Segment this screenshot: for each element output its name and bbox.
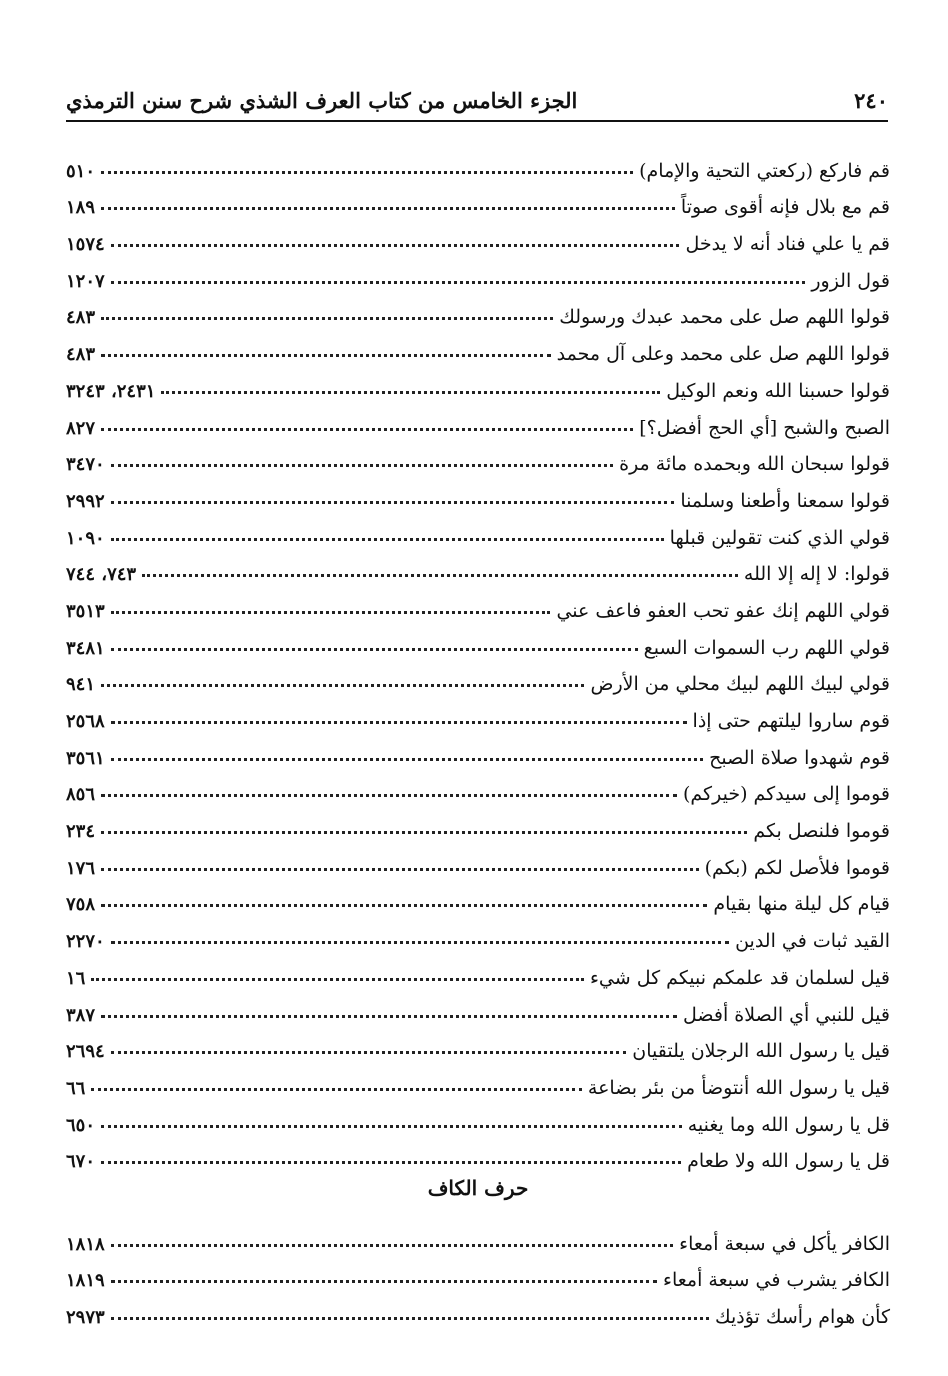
entry-text: القيد ثبات في الدين (735, 930, 890, 953)
entry-text: قيل لسلمان قد علمكم نبيكم كل شيء (589, 966, 890, 989)
entry-reference: ١٨٩ (66, 197, 96, 219)
dot-leader (101, 794, 677, 797)
index-entry (66, 439, 890, 476)
index-entry (66, 842, 890, 879)
entry-text: قم فاركع (ركعتي التحية والإمام) (639, 159, 890, 182)
dot-leader (111, 611, 551, 614)
entry-reference: ٢٩٧٣ (66, 1307, 105, 1329)
dot-leader (111, 648, 638, 651)
dot-leader (101, 317, 553, 320)
dot-leader (111, 721, 687, 724)
index-entry (66, 1136, 890, 1173)
index-entry (66, 145, 890, 182)
index-entry (66, 769, 890, 806)
entry-reference: ٤٨٣ (66, 307, 96, 329)
entry-reference: ٢٦٩٤ (66, 1041, 105, 1063)
entry-reference: ٣٥٦١ (66, 747, 105, 769)
dot-leader (111, 464, 613, 467)
entry-text: قولوا اللهم صل على محمد وعلى آل محمد (556, 343, 890, 366)
dot-leader (161, 391, 660, 394)
index-entry (66, 732, 890, 769)
index-entry (66, 1291, 890, 1328)
entry-text: كأن هوام رأسك تؤذيك (714, 1306, 890, 1329)
entry-text: قيل للنبي أي الصلاة أفضل (683, 1003, 890, 1026)
dot-leader (111, 758, 703, 761)
entry-reference: ٣٤٧٠ (66, 454, 105, 476)
dot-leader (142, 574, 738, 577)
dot-leader (101, 1125, 682, 1128)
dot-leader (101, 684, 584, 687)
index-entry (66, 475, 890, 512)
page-number: ٢٤٠ (854, 87, 888, 113)
dot-leader (101, 207, 675, 210)
entry-text: قم يا علي فناد أنه لا يدخل (685, 233, 890, 256)
index-entry (66, 292, 890, 329)
index-entry (66, 622, 890, 659)
entry-text: قولوا حسبنا الله ونعم الوكيل (666, 379, 890, 402)
entry-reference: ٦٥٠ (66, 1114, 96, 1136)
index-entry (66, 365, 890, 402)
dot-leader (111, 244, 680, 247)
running-title: الجزء الخامس من كتاب العرف الشذي شرح سنن الترمذي (66, 87, 578, 113)
dot-leader (111, 281, 806, 284)
entry-reference: ٤٨٣ (66, 344, 96, 366)
entry-reference: ٣٥١٣ (66, 600, 105, 622)
entry-reference: ١٧٦ (66, 857, 96, 879)
entry-reference: ٧٥٨ (66, 894, 96, 916)
dot-leader (101, 868, 699, 871)
entry-text: قل يا رسول الله ولا طعام (687, 1150, 890, 1173)
dot-leader (101, 171, 633, 174)
dot-leader (111, 1244, 673, 1247)
dot-leader (101, 1161, 681, 1164)
page-header (66, 80, 888, 122)
index-entry (66, 915, 890, 952)
index-entry (66, 1026, 890, 1063)
dot-leader (111, 1317, 709, 1320)
entry-reference: ١٦ (66, 967, 86, 989)
entry-reference: ١٥٧٤ (66, 234, 105, 256)
dot-leader (111, 538, 664, 541)
index-entry (66, 182, 890, 219)
entry-reference: ٢٣٤ (66, 821, 96, 843)
entry-text: قولي الذي كنت تقولين قبلها (669, 526, 890, 549)
entry-text: قم مع بلال فإنه أقوى صوتاً (680, 196, 890, 219)
index-entry (66, 879, 890, 916)
dot-leader (111, 941, 729, 944)
entry-reference: ٢٢٧٠ (66, 931, 105, 953)
index-list (66, 145, 890, 1172)
entry-text: قيل يا رسول الله الرجلان يلتقيان (632, 1040, 890, 1063)
entry-reference: ٣٤٨١ (66, 637, 105, 659)
dot-leader (101, 354, 551, 357)
dot-leader (111, 501, 675, 504)
entry-text: قوم ساروا ليلتهم حتى إذا (692, 710, 890, 732)
index-entry (66, 695, 890, 732)
index-entry (66, 1099, 890, 1136)
entry-text: الصبح والشبح [أي الحج أفضل؟] (639, 416, 890, 439)
dot-leader (111, 1051, 627, 1054)
dot-leader (101, 428, 633, 431)
entry-reference: ٦٧٠ (66, 1151, 96, 1173)
entry-reference: ١٨١٩ (66, 1270, 105, 1292)
entry-text: الكافر يأكل في سبعة أمعاء (679, 1232, 890, 1255)
entry-text: قوموا فلنصل بكم (753, 820, 890, 843)
index-entry (66, 1218, 890, 1255)
index-entry (66, 255, 890, 292)
entry-reference: ٢٤٣١، ٣٢٤٣ (66, 380, 156, 402)
dot-leader (91, 978, 584, 981)
entry-reference: ٩٤١ (66, 674, 96, 696)
index-entry (66, 952, 890, 989)
entry-text: قوموا إلى سيدكم (خيركم) (683, 783, 890, 806)
entry-reference: ٣٨٧ (66, 1004, 96, 1026)
entry-reference: ٧٤٣، ٧٤٤ (66, 564, 137, 586)
entry-reference: ١٢٠٧ (66, 270, 105, 292)
index-entry (66, 1255, 890, 1292)
entry-reference: ٢٩٩٢ (66, 490, 105, 512)
index-entry (66, 989, 890, 1026)
entry-text: قولوا سمعنا وأطعنا وسلمنا (680, 489, 890, 512)
index-entry (66, 402, 890, 439)
entry-text: قوموا فلأصل لكم (بكم) (704, 856, 890, 879)
entry-reference: ١٨١٨ (66, 1233, 105, 1255)
entry-text: قوم شهدوا صلاة الصبح (709, 746, 890, 769)
entry-text: قيام كل ليلة منها بقيام (713, 893, 890, 916)
entry-text: قولي لبيك اللهم لبيك محلي من الأرض (590, 673, 890, 696)
entry-reference: ٨٢٧ (66, 417, 96, 439)
entry-reference: ٥١٠ (66, 160, 96, 182)
index-entry (66, 549, 890, 586)
entry-text: قولي اللهم رب السموات السبع (643, 636, 890, 659)
entry-reference: ٦٦ (66, 1077, 86, 1099)
entry-text: قولي اللهم إنك عفو تحب العفو فاعف عني (556, 599, 890, 622)
dot-leader (101, 904, 707, 907)
entry-text: قولوا سبحان الله وبحمده مائة مرة (619, 453, 890, 476)
entry-reference: ١٠٩٠ (66, 527, 105, 549)
dot-leader (111, 1280, 657, 1283)
dot-leader (101, 1015, 677, 1018)
index-entry (66, 1062, 890, 1099)
entry-reference: ٢٥٦٨ (66, 711, 105, 732)
index-entry (66, 512, 890, 549)
entry-text: قولوا: لا إله إلا الله (743, 563, 890, 586)
index-entry (66, 218, 890, 255)
entry-text: قول الزور (811, 269, 890, 292)
index-entry (66, 805, 890, 842)
entry-text: قولوا اللهم صل على محمد عبدك ورسولك (559, 306, 890, 329)
section-heading: حرف الكاف (427, 1176, 529, 1200)
dot-leader (101, 831, 747, 834)
index-entry (66, 585, 890, 622)
entry-text: قل يا رسول الله وما يغنيه (687, 1113, 890, 1136)
entry-reference: ٨٥٦ (66, 784, 96, 806)
entry-text: الكافر يشرب في سبعة أمعاء (663, 1269, 890, 1292)
index-entry (66, 328, 890, 365)
index-entry (66, 659, 890, 696)
section-index-list (66, 1218, 890, 1328)
entry-text: قيل يا رسول الله أنتوضأ من بئر بضاعة (587, 1076, 890, 1099)
dot-leader (91, 1088, 582, 1091)
